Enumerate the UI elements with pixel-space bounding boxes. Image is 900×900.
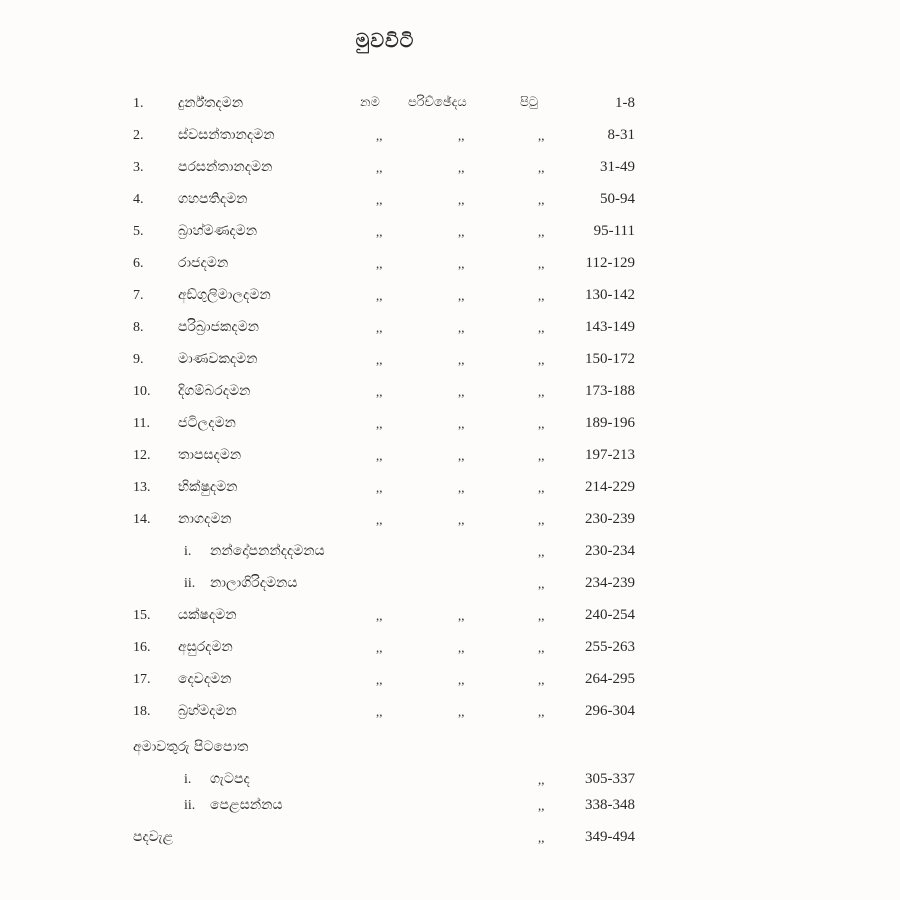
sub-entry-title: ගැටපද <box>210 771 250 787</box>
entry-title: පරිබ්‍රාජකදමන <box>178 319 260 335</box>
entry-title: බ්‍රාහ්මණදමන <box>178 223 258 239</box>
sub-entry-title: නාලාගිරිදමනය <box>210 575 298 591</box>
toc-row <box>0 92 900 120</box>
ditto-mark: ,, <box>538 448 545 463</box>
toc-row <box>0 284 900 312</box>
page-range: 173-188 <box>585 383 635 399</box>
toc-subrow <box>0 768 900 796</box>
sub-entry-title: පෙළසන්නය <box>210 797 283 813</box>
ditto-mark: ,, <box>538 128 545 143</box>
entry-number: 17. <box>133 672 151 687</box>
entry-number: 12. <box>133 448 151 463</box>
page-range: 130-142 <box>585 287 635 303</box>
entry-title: දිගම්බරදමන <box>178 383 251 399</box>
page-range: 264-295 <box>585 671 635 687</box>
page-range: 234-239 <box>585 575 635 591</box>
ditto-mark: ,, <box>538 256 545 271</box>
ditto-mark: ,, <box>538 288 545 303</box>
ditto-mark: ,, <box>458 192 465 207</box>
page-range: 189-196 <box>585 415 635 431</box>
ditto-mark: ,, <box>376 672 383 687</box>
entry-title: අඞ්ගුලිමාලදමන <box>178 287 271 303</box>
toc-row <box>0 380 900 408</box>
ditto-mark: ,, <box>538 480 545 495</box>
ditto-mark: ,, <box>376 160 383 175</box>
ditto-mark: ,, <box>538 384 545 399</box>
sub-entry-number: i. <box>184 544 192 559</box>
page-range: 150-172 <box>585 351 635 367</box>
entry-number: 5. <box>133 224 144 239</box>
ditto-mark: ,, <box>538 224 545 239</box>
ditto-mark: ,, <box>538 576 545 591</box>
page-range: 296-304 <box>585 703 635 719</box>
appendix-heading-row <box>0 736 900 764</box>
entry-title: රාජදමන <box>178 255 229 271</box>
ditto-mark: ,, <box>458 672 465 687</box>
page-range: 95-111 <box>593 223 635 239</box>
ditto-mark: ,, <box>458 608 465 623</box>
page-range: 240-254 <box>585 607 635 623</box>
ditto-mark: ,, <box>538 544 545 559</box>
ditto-mark: ,, <box>458 416 465 431</box>
ditto-mark: ,, <box>458 480 465 495</box>
toc-row <box>0 124 900 152</box>
ditto-mark: ,, <box>538 830 545 845</box>
ditto-mark: ,, <box>458 352 465 367</box>
entry-title: ජටිලදමන <box>178 415 236 431</box>
ditto-mark: ,, <box>376 384 383 399</box>
toc-subrow <box>0 572 900 600</box>
toc-row <box>0 476 900 504</box>
toc-row <box>0 444 900 472</box>
entry-title: යක්ෂදමන <box>178 607 237 623</box>
column-heading-chapter: පරිච්ඡේදය <box>408 95 467 110</box>
entry-title: දෙවදමන <box>178 671 232 687</box>
ditto-mark: ,, <box>458 512 465 527</box>
page-range: 8-31 <box>607 127 635 143</box>
ditto-mark: ,, <box>376 480 383 495</box>
entry-number: 8. <box>133 320 144 335</box>
toc-row <box>0 316 900 344</box>
toc-subrow <box>0 794 900 822</box>
ditto-mark: ,, <box>376 256 383 271</box>
page-range: 305-337 <box>585 771 635 787</box>
toc-row <box>0 700 900 728</box>
column-heading-pages: පිටු <box>520 95 539 110</box>
ditto-mark: ,, <box>376 704 383 719</box>
ditto-mark: ,, <box>376 224 383 239</box>
ditto-mark: ,, <box>538 512 545 527</box>
ditto-mark: ,, <box>376 608 383 623</box>
toc-subrow <box>0 540 900 568</box>
entry-title: අසුරදමන <box>178 639 233 655</box>
ditto-mark: ,, <box>376 512 383 527</box>
toc-row <box>0 668 900 696</box>
entry-number: 11. <box>133 416 150 431</box>
entry-number: 14. <box>133 512 151 527</box>
sub-entry-number: i. <box>184 772 192 787</box>
page-range: 50-94 <box>600 191 635 207</box>
sub-entry-number: ii. <box>184 576 196 591</box>
ditto-mark: ,, <box>458 224 465 239</box>
ditto-mark: ,, <box>458 448 465 463</box>
entry-title: පදවැළ <box>133 829 174 845</box>
toc-row <box>0 636 900 664</box>
toc-row <box>0 348 900 376</box>
ditto-mark: ,, <box>538 672 545 687</box>
ditto-mark: ,, <box>538 608 545 623</box>
ditto-mark: ,, <box>376 192 383 207</box>
entry-number: 9. <box>133 352 144 367</box>
entry-number: 2. <box>133 128 144 143</box>
page-range: 338-348 <box>585 797 635 813</box>
toc-row <box>0 156 900 184</box>
sub-entry-number: ii. <box>184 798 196 813</box>
entry-title: ගහපතිදමන <box>178 191 248 207</box>
entry-number: 1. <box>133 96 144 111</box>
page-range: 143-149 <box>585 319 635 335</box>
entry-title: නාගදමන <box>178 511 232 527</box>
page-range: 349-494 <box>585 829 635 845</box>
ditto-mark: ,, <box>458 320 465 335</box>
entry-number: 15. <box>133 608 151 623</box>
ditto-mark: ,, <box>458 160 465 175</box>
entry-number: 13. <box>133 480 151 495</box>
entry-title: දුර්න්තදමන <box>178 95 244 111</box>
ditto-mark: ,, <box>538 640 545 655</box>
page-range: 230-239 <box>585 511 635 527</box>
entry-number: 7. <box>133 288 144 303</box>
ditto-mark: ,, <box>458 704 465 719</box>
ditto-mark: ,, <box>376 640 383 655</box>
page-range: 197-213 <box>585 447 635 463</box>
entry-title: තාපසදමන <box>178 447 242 463</box>
entry-number: 10. <box>133 384 151 399</box>
ditto-mark: ,, <box>376 416 383 431</box>
toc-row <box>0 220 900 248</box>
page-range: 255-263 <box>585 639 635 655</box>
toc-row <box>0 826 900 854</box>
page-range: 1-8 <box>615 95 635 111</box>
ditto-mark: ,, <box>376 352 383 367</box>
page-range: 112-129 <box>585 255 635 271</box>
ditto-mark: ,, <box>538 160 545 175</box>
sub-entry-title: නන්දෝපනන්දදමනය <box>210 543 325 559</box>
ditto-mark: ,, <box>538 704 545 719</box>
entry-title: පරසන්තානදමන <box>178 159 273 175</box>
page-range: 230-234 <box>585 543 635 559</box>
ditto-mark: ,, <box>458 640 465 655</box>
page-title: මුවවිටි <box>355 30 415 52</box>
ditto-mark: ,, <box>538 352 545 367</box>
entry-title: භික්ෂුදමන <box>178 479 238 495</box>
toc-row <box>0 412 900 440</box>
ditto-mark: ,, <box>538 320 545 335</box>
ditto-mark: ,, <box>538 416 545 431</box>
ditto-mark: ,, <box>458 128 465 143</box>
page-range: 214-229 <box>585 479 635 495</box>
ditto-mark: ,, <box>458 256 465 271</box>
ditto-mark: ,, <box>538 192 545 207</box>
toc-row <box>0 604 900 632</box>
ditto-mark: ,, <box>376 288 383 303</box>
column-heading-name: නම <box>360 95 380 110</box>
entry-number: 16. <box>133 640 151 655</box>
ditto-mark: ,, <box>376 128 383 143</box>
appendix-heading: අමාවතුරු පිටපොත <box>133 739 249 755</box>
entry-number: 18. <box>133 704 151 719</box>
ditto-mark: ,, <box>538 798 545 813</box>
ditto-mark: ,, <box>376 320 383 335</box>
page-range: 31-49 <box>600 159 635 175</box>
entry-number: 3. <box>133 160 144 175</box>
ditto-mark: ,, <box>538 772 545 787</box>
entry-title: මාණවකදමන <box>178 351 258 367</box>
ditto-mark: ,, <box>376 448 383 463</box>
toc-row <box>0 508 900 536</box>
entry-number: 6. <box>133 256 144 271</box>
toc-row <box>0 252 900 280</box>
entry-title: ස්වසන්තානදමන <box>178 127 275 143</box>
ditto-mark: ,, <box>458 288 465 303</box>
toc-row <box>0 188 900 216</box>
ditto-mark: ,, <box>458 384 465 399</box>
entry-number: 4. <box>133 192 144 207</box>
entry-title: බ්‍රහ්මදමන <box>178 703 237 719</box>
